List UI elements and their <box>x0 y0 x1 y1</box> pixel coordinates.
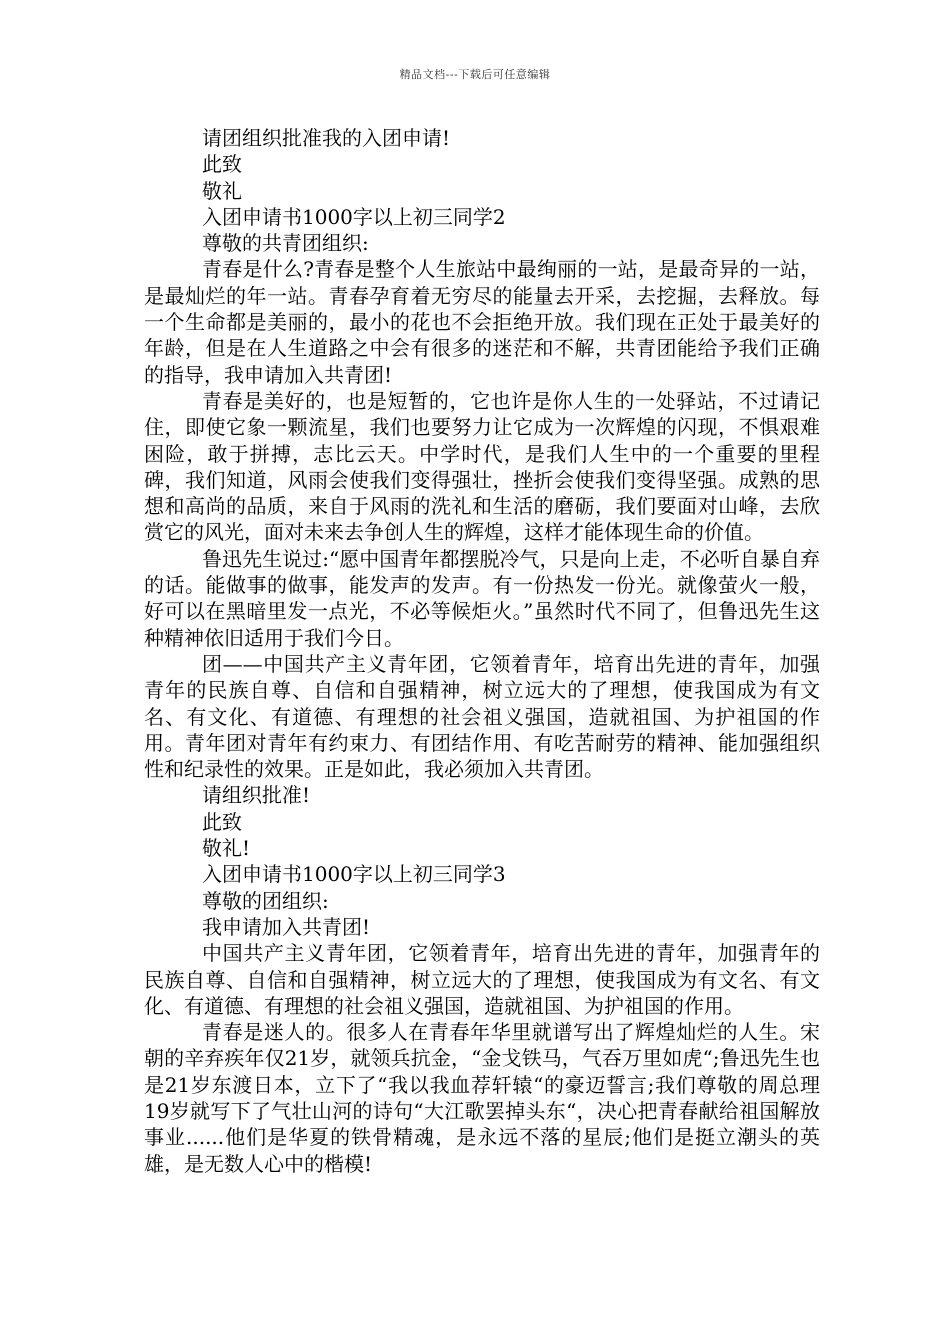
paragraph: 敬礼! <box>202 836 251 861</box>
paragraph: 请团组织批准我的入团申请! <box>202 126 451 150</box>
paragraph: 此致 <box>202 809 242 834</box>
paragraph: 入团申请书1000字以上初三同学3 <box>202 862 506 887</box>
paragraph: 尊敬的团组织: <box>202 888 329 913</box>
paragraph: 尊敬的共青团组织: <box>202 231 369 256</box>
paragraph: 青春是迷人的。很多人在青春年华里就谱写出了辉煌灿烂的人生。宋朝的辛弃疾年仅21岁，就领兵抗金，“金戈铁马，气吞万里如虎“;鲁迅先生也是21岁东渡日本，立下了“我以我血荐轩辕“的豪迈誓言;我们尊敬的周总理19岁就写下了气壮山河的诗句“大江歌罢掉头东“，决心把青春献给祖国解放事业......他们是华夏的铁骨精魂，是永远不落的星辰;他们是挺立潮头的英雄，是无数人心中的楷模! <box>144 1020 820 1176</box>
paragraph: 敬礼 <box>202 178 242 203</box>
paragraph: 青春是什么?青春是整个人生旅站中最绚丽的一站，是最奇异的一站，是最灿烂的年一站。青春孕育着无穷尽的能量去开采，去挖掘，去释放。每一个生命都是美丽的，最小的花也不会拒绝开放。我们现在正处于最美好的年龄，但是在人生道路之中会有很多的迷茫和不解，共青团能给予我们正确的指导，我申请加入共青团! <box>144 257 820 387</box>
paragraph: 我申请加入共青团! <box>202 914 371 939</box>
paragraph: 入团申请书1000字以上初三同学2 <box>202 204 506 229</box>
paragraph: 团——中国共产主义青年团，它领着青年，培育出先进的青年，加强青年的民族自尊、自信和自强精神，树立远大的了理想，使我国成为有文名、有文化、有道德、有理想的社会祖义强国，造就祖国、为护祖国的作用。青年团对青年有约束力、有团结作用、有吃苦耐劳的精神、能加强组织性和纪录性的效果。正是如此，我必须加入共青团。 <box>144 651 820 782</box>
paragraph: 青春是美好的，也是短暂的，它也许是你人生的一处驿站，不过请记住，即使它象一颗流星，我们也要努力让它成为一次辉煌的闪现，不惧艰难困险，敢于拼搏，志比云天。中学时代，是我们人生中的一个重要的里程碑，我们知道，风雨会使我们变得强壮，挫折会使我们变得坚强。成熟的思想和高尚的品质，来自于风雨的洗礼和生活的磨砺，我们要面对山峰，去欣赏它的风光，面对未来去争创人生的辉煌，这样才能体现生命的价值。 <box>144 388 820 545</box>
paragraph: 请组织批准! <box>202 783 311 808</box>
paragraph: 此致 <box>202 152 242 177</box>
paragraph: 中国共产主义青年团，它领着青年，培育出先进的青年，加强青年的民族自尊、自信和自强精神，树立远大的了理想，使我国成为有文名、有文化、有道德、有理想的社会祖义强国，造就祖国、为护祖国的作用。 <box>144 941 820 1018</box>
document-body <box>144 125 820 1177</box>
page-header: 精品文档---下载后可任意编辑 <box>399 68 551 81</box>
paragraph: 鲁迅先生说过:“愿中国青年都摆脱冷气，只是向上走，不必听自暴自弃的话。能做事的做事，能发声的发声。有一份热发一份光。就像萤火一般，好可以在黑暗里发一点光，不必等候炬火。”虽然时代不同了，但鲁迅先生这种精神依旧适用于我们今日。 <box>144 546 820 650</box>
